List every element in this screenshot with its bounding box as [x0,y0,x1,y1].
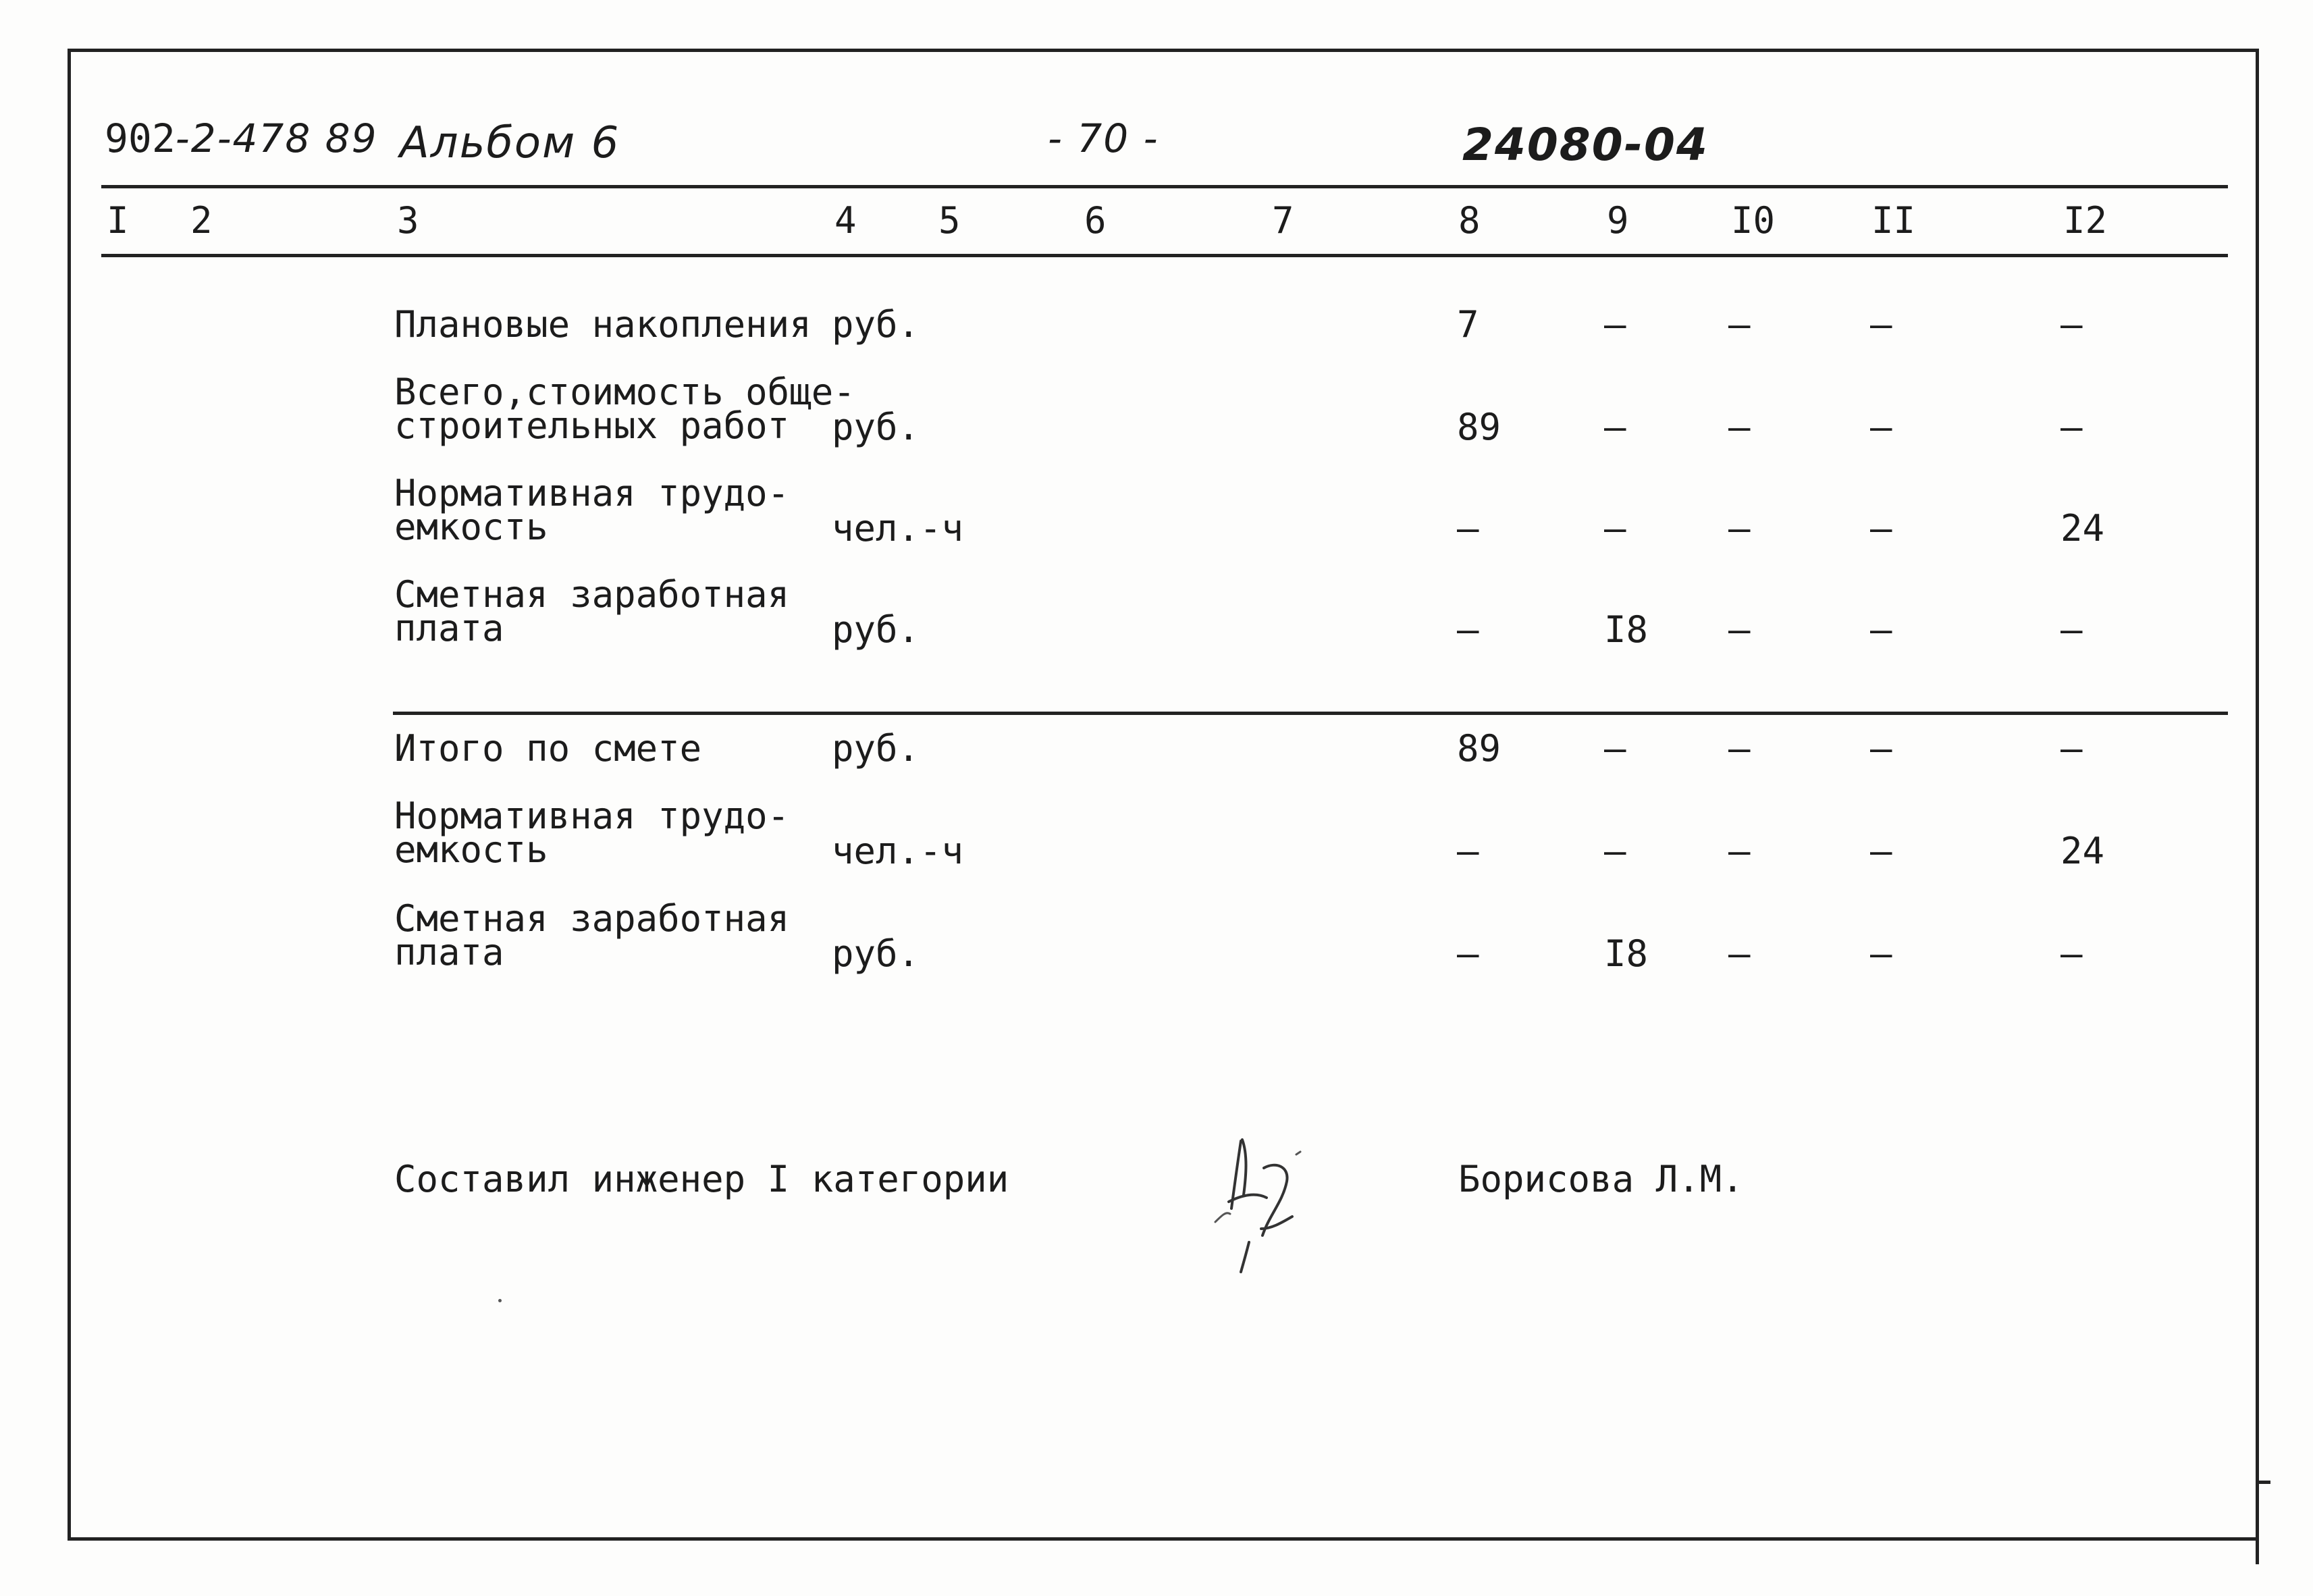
row-c8: 7 [1457,303,1479,346]
col-header-6: 6 [1084,199,1107,242]
row-c10: – [1728,608,1751,651]
row-c12: – [2061,727,2083,770]
frame-left [68,49,71,1541]
row-c11: – [1870,727,1892,770]
row-c11: – [1870,507,1892,550]
row-c9: – [1604,303,1626,346]
frame-tick [2256,1481,2270,1484]
row-name: Сметная заработная плата [394,897,790,974]
stamp-code-prefix: 902 [105,115,176,161]
row-name: Плановые накопления [394,303,812,346]
row-c10: – [1728,932,1751,975]
row-unit: руб. [832,727,920,770]
header-rule-bottom [101,254,2228,257]
row-c8: – [1457,830,1479,872]
row-name: Всего,стоимость обще- строительных работ [394,371,855,447]
frame-right [2256,49,2259,1564]
stamp-code-rest: -2-478 89 [175,115,378,161]
row-unit: чел.-ч [832,507,964,550]
row-c11: – [1870,303,1892,346]
col-header-9: 9 [1607,199,1629,242]
col-header-3: 3 [397,199,419,242]
row-c8: – [1457,507,1479,550]
row-name: Сметная заработная плата [394,573,790,649]
header-rule-top [101,185,2228,188]
row-unit: руб. [832,608,920,651]
row-c10: – [1728,727,1751,770]
row-c11: – [1870,830,1892,872]
row-c12: 24 [2061,507,2105,550]
row-c9: – [1604,830,1626,872]
row-c11: – [1870,406,1892,448]
stamp-code [105,115,378,161]
row-unit: чел.-ч [832,830,964,872]
row-c9: I8 [1604,608,1649,651]
col-header-2: 2 [190,199,213,242]
col-header-1: I [107,199,129,242]
album-label: Альбом 6 [400,118,620,168]
col-header-5: 5 [938,199,961,242]
row-c9: – [1604,507,1626,550]
stray-dot [498,1299,502,1302]
row-name: Нормативная трудо- емкость [394,472,790,548]
row-name: Нормативная трудо- емкость [394,795,790,871]
frame-top [68,49,2259,52]
row-c9: I8 [1604,932,1649,975]
row-c8: 89 [1457,727,1501,770]
compiled-by-label: Составил инженер I категории [394,1158,1009,1200]
row-c8: – [1457,932,1479,975]
row-c12: 24 [2061,830,2105,872]
row-c10: – [1728,406,1751,448]
page-number: - 70 - [1048,115,1159,161]
frame-bottom [68,1537,2259,1541]
col-header-12: I2 [2063,199,2108,242]
col-header-10: I0 [1731,199,1776,242]
col-header-8: 8 [1458,199,1481,242]
row-name: Итого по смете [394,727,702,770]
row-c12: – [2061,608,2083,651]
row-unit: руб. [832,406,920,448]
row-c9: – [1604,406,1626,448]
row-c11: – [1870,932,1892,975]
row-unit: руб. [832,932,920,975]
col-header-11: II [1871,199,1916,242]
row-c10: – [1728,303,1751,346]
compiler-name: Борисова Л.М. [1458,1158,1744,1200]
row-c10: – [1728,830,1751,872]
document-number: 24080-04 [1462,119,1709,171]
row-c11: – [1870,608,1892,651]
row-c12: – [2061,303,2083,346]
handwritten-signature [1202,1127,1323,1276]
row-c12: – [2061,932,2083,975]
row-c10: – [1728,507,1751,550]
row-c12: – [2061,406,2083,448]
row-c8: – [1457,608,1479,651]
col-header-7: 7 [1272,199,1294,242]
row-c8: 89 [1457,406,1501,448]
row-unit: руб. [832,303,920,346]
col-header-4: 4 [834,199,857,242]
total-separator [393,712,2228,715]
row-c9: – [1604,727,1626,770]
